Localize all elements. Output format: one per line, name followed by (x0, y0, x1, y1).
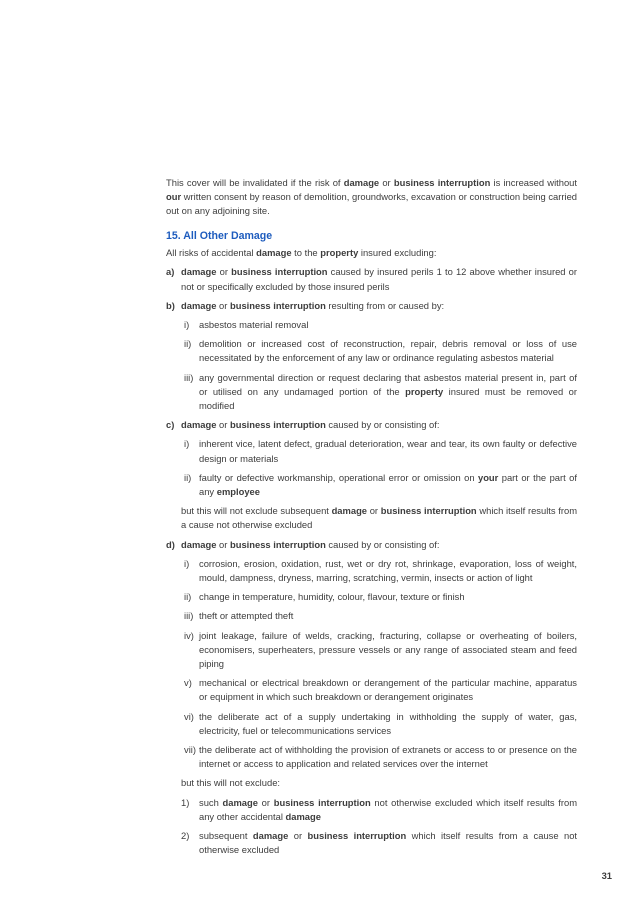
numbered-item-1 (181, 796, 577, 824)
item-marker: c) (166, 419, 175, 431)
sub-item-marker: ii) (184, 591, 192, 603)
item-text: damage or business interruption caused by insured perils 1 to 12 above whether insured or not or specifically excluded by those insured perils (181, 266, 578, 292)
sub-item-text: asbestos material removal (199, 318, 309, 330)
item-marker: b) (166, 299, 175, 311)
section-lead: All risks of accidental damage to the property insured excluding: (166, 246, 437, 258)
sub-item-text: any governmental direction or request declaring that asbestos material present in, part of or utilised on any undamaged portion of the property insured must be removed or modified (199, 371, 577, 411)
sub-item-text: theft or attempted theft (199, 610, 294, 622)
sub-item-text: faulty or defective workmanship, operational error or omission on your part or the part of any employee (199, 471, 577, 497)
sub-item-marker: i) (184, 318, 190, 330)
sub-item-text: mechanical or electrical breakdown or derangement of the particular machine, apparatus or equipment in which such breakdown or derangement originates (199, 677, 577, 703)
page-number: 31 (601, 870, 612, 881)
sub-item-text: change in temperature, humidity, colour, flavour, texture or finish (199, 591, 465, 603)
item-text: damage or business interruption resulting from or caused by: (181, 299, 445, 311)
section-heading: 15. All Other Damage (166, 229, 273, 242)
sub-item-text: demolition or increased cost of reconstruction, repair, debris removal or loss of use necessitated by the enforcement of any law or ordinance regulating asbestos material (199, 338, 577, 364)
sub-item-d-iv (184, 629, 577, 672)
sub-item-marker: vii) (184, 744, 196, 755)
item-text: damage or business interruption caused by or consisting of: (181, 419, 440, 431)
sub-item-marker: iii) (184, 371, 194, 383)
sub-item-d-v (184, 676, 577, 704)
sub-item-text: the deliberate act of withholding the provision of extranets or access to or presence on the internet or access to application and related services over the internet (199, 744, 577, 770)
sub-item-text: the deliberate act of a supply undertaking in withholding the supply of water, gas, electricity, fuel or telecommunications services (199, 710, 577, 736)
sub-item-d-vi (184, 710, 577, 738)
sub-item-d-i (184, 557, 577, 585)
list-item-a (166, 265, 577, 293)
note-paragraph-d: but this will not exclude: (181, 777, 281, 789)
sub-item-marker: ii) (184, 338, 192, 350)
item-text: damage or business interruption caused by or consisting of: (181, 538, 440, 550)
sub-item-d-vii (184, 743, 577, 771)
sub-item-b-ii (184, 337, 577, 365)
sub-item-d-iii (184, 609, 577, 623)
sub-item-d-ii (184, 590, 577, 604)
numbered-item-marker: 2) (181, 830, 190, 842)
sub-item-marker: v) (184, 677, 192, 689)
list-item-d (166, 538, 577, 552)
list-item-b (166, 299, 577, 313)
sub-item-marker: i) (184, 438, 190, 450)
item-marker: d) (166, 538, 175, 550)
intro-paragraph: This cover will be invalidated if the risk of damage or business interruption is increased without our written consent by reason of demolition, groundworks, excavation or construction being carried out on any adjoining site. (166, 177, 578, 217)
content-block (166, 176, 577, 862)
note-paragraph-c: but this will not exclude subsequent damage or business interruption which itself results from a cause not otherwise excluded (181, 505, 578, 531)
sub-item-marker: iv) (184, 629, 194, 641)
sub-item-marker: vi) (184, 710, 194, 722)
numbered-item-2 (181, 829, 577, 857)
list-item-c (166, 418, 577, 432)
numbered-item-text: subsequent damage or business interruption which itself results from a cause not otherwise excluded (199, 830, 578, 856)
numbered-item-marker: 1) (181, 796, 190, 808)
sub-item-marker: i) (184, 557, 190, 569)
sub-item-b-i (184, 318, 577, 332)
sub-item-b-iii (184, 371, 577, 414)
sub-item-text: inherent vice, latent defect, gradual deterioration, wear and tear, its own faulty or defective design or materials (199, 438, 577, 464)
sub-item-c-ii (184, 471, 577, 499)
sub-item-c-i (184, 437, 577, 465)
sub-item-marker: ii) (184, 471, 192, 483)
sub-item-text: corrosion, erosion, oxidation, rust, wet or dry rot, shrinkage, evaporation, loss of weight, mould, dampness, dryness, marring, scratching, vermin, insects or action of light (199, 557, 577, 583)
sub-item-marker: iii) (184, 610, 194, 622)
numbered-item-text: such damage or business interruption not otherwise excluded which itself results from any other accidental damage (199, 796, 578, 822)
sub-item-text: joint leakage, failure of welds, cracking, fracturing, collapse or overheating of boilers, economisers, superheaters, pressure vessels or any range of associated steam and feed piping (199, 629, 577, 669)
item-marker: a) (166, 266, 175, 278)
